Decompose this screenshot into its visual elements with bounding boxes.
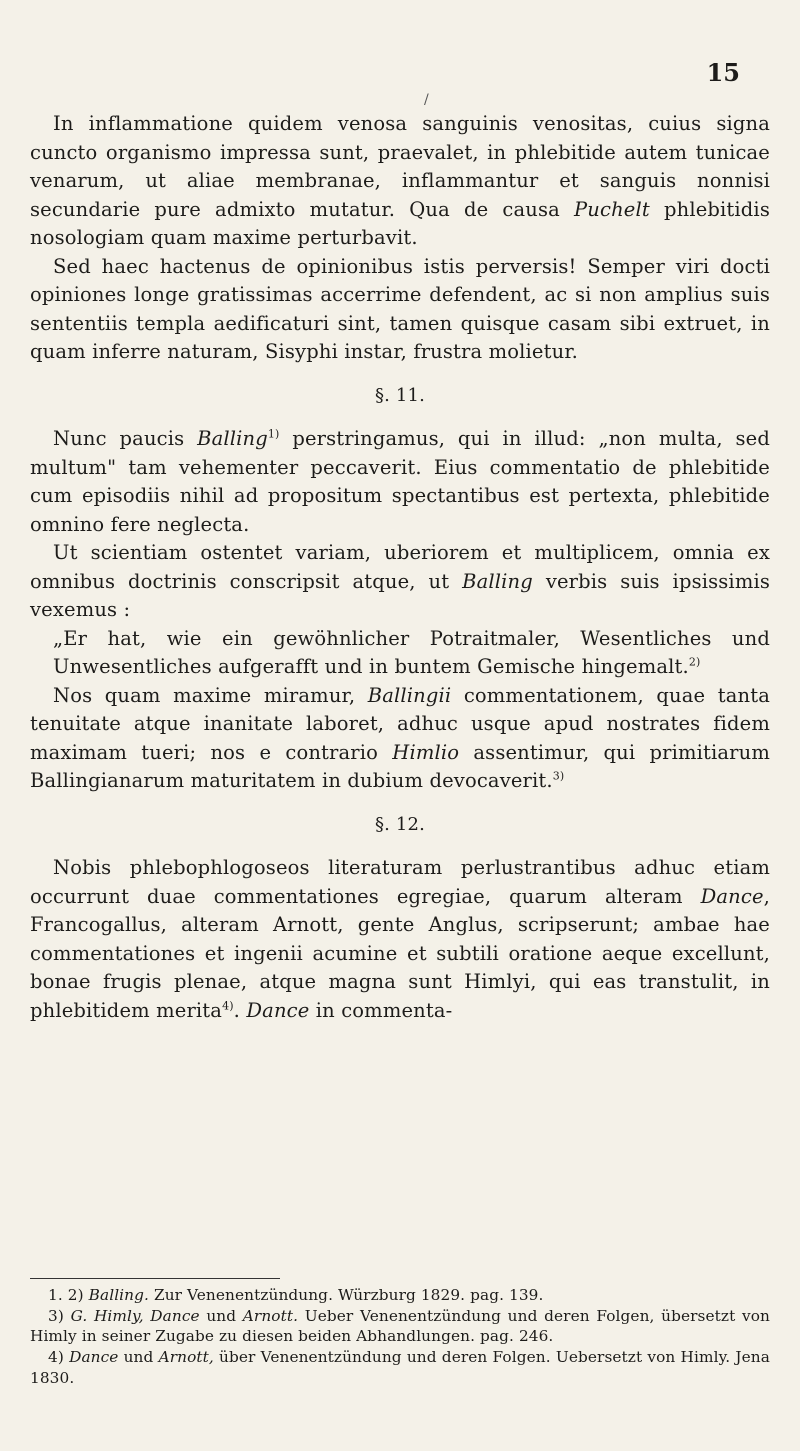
footnote-3 (30, 1306, 770, 1347)
footnote-mark: 4) (48, 1348, 64, 1367)
main-text (30, 110, 770, 1025)
paragraph-2: Sed haec hactenus de opinionibus istis perversis! Semper viri docti opiniones longe gratissimas accerrime defendent, ac si non amplius suis sententiis templa aedificaturi sint, tamen quisque casam sibi extruet, in quam inferre naturam, Sisyphi instar, frustra molietur. (30, 254, 770, 363)
author-name: Balling (197, 427, 268, 450)
footnote-mark: 3) (48, 1306, 64, 1325)
author-name: Dance (700, 884, 764, 908)
paragraph-6-text-b: , Francogallus, alteram Arnott, gente Anglus, scripserunt; ambae hae commentationes et ingenii acumine et subtili oratione aeque excellunt, bonae frugis plenae, atque magna sunt Himlyi, qui eas transtulit, in phlebitidem merita (30, 884, 770, 1022)
section-heading-12: §. 12. (375, 813, 425, 835)
footnote-author: Arnott. (242, 1306, 299, 1325)
footnote-text: Ueber Venenentzündung und deren Folgen, übersetzt von Himly in seiner Zugabe zu diesen beiden Abhandlungen. pag. 246. (30, 1306, 770, 1346)
paragraph-5-text-a: Nos quam maxime miramur, (53, 683, 356, 707)
footnote-author: Arnott, (158, 1348, 214, 1367)
footnote-divider (30, 1278, 280, 1279)
quote-text: „Er hat, wie ein gewöhnlicher Potraitmaler, Wesentliches und Unwesentliches aufgerafft und in buntem Gemische hingemalt. (53, 626, 770, 678)
footnote-author: Balling. (88, 1286, 149, 1304)
footnotes (30, 1285, 770, 1389)
block-quote (53, 625, 770, 682)
paragraph-4-text-b: verbis suis ipsissimis vexemus : (30, 569, 771, 621)
paragraph-1 (30, 110, 770, 253)
section-heading-11: §. 11. (375, 384, 425, 406)
paragraph-6-text-a: Nobis phlebophlogoseos literaturam perlustrantibus adhuc etiam occurrunt duae commentationes egregiae, quarum alteram (30, 856, 770, 908)
author-name: Dance (246, 998, 310, 1022)
paragraph-6-text-d: in commenta- (315, 998, 453, 1022)
paragraph-3-text-b: perstringamus, qui in illud: „non multa, sed multum" tam vehementer peccaverit. Eius commentatio de phlebitide cum episodiis nihil ad propositum spectantibus est pertexta, phlebitide omnino fere neglecta. (30, 427, 770, 536)
footnote-ref: 4) (222, 999, 234, 1012)
footnote-text: Zur Venenentzündung. Würzburg 1829. pag. 139. (153, 1286, 544, 1304)
footnote-ref: 3) (552, 769, 565, 783)
author-name: Ballingii (367, 683, 452, 707)
author-name: Himlio (392, 740, 460, 764)
footnote-author: Dance (69, 1348, 119, 1367)
footnote-text: über Venenentzündung und deren Folgen. Uebersetzt von Himly. Jena 1830. (30, 1348, 770, 1387)
footnote-conj: und (206, 1306, 237, 1325)
paragraph-3-text-a: Nunc paucis (53, 427, 185, 450)
paragraph-1-rest: phlebitidis nosologiam quam maxime perturbavit. (30, 197, 770, 249)
paragraph-6 (30, 854, 770, 1025)
footnote-ref: 1) (267, 427, 280, 441)
page-mark: / (424, 92, 429, 108)
footnote-author: G. Himly, Dance (70, 1306, 200, 1325)
footnote-4 (30, 1347, 770, 1388)
footnote-1 (30, 1285, 770, 1306)
footnote-conj: und (123, 1348, 154, 1367)
footnote-mark: 1. 2) (48, 1286, 84, 1304)
paragraph-5-text-c: assentimur, qui primitiarum Ballingianarum maturitatem in dubium devocaverit. (30, 740, 770, 792)
paragraph-4-text-a: Ut scientiam ostentet variam, uberiorem et multiplicem, omnia ex omnibus doctrinis conscripsit atque, ut (30, 541, 770, 593)
page-number: 15 (706, 58, 740, 87)
footnote-ref: 2) (688, 655, 701, 669)
paragraph-5-text-b: commentationem, quae tanta tenuitate atque inanitate laboret, adhuc usque apud nostrates fidem maximam tueri; nos e contrario (30, 683, 770, 764)
author-name: Puchelt (574, 197, 650, 221)
paragraph-3 (30, 425, 770, 539)
paragraph-1-text: In inflammatione quidem venosa sanguinis venositas, cuius signa cuncto organismo impressa sunt, praevalet, in phlebitide autem tunicae venarum, ut aliae membranae, inflammantur et sanguis nonnisi secundarie pure admixto mutatur. Qua de causa (30, 112, 770, 221)
author-name: Balling (462, 569, 533, 593)
paragraph-6-text-c: . (233, 998, 241, 1022)
paragraph-5 (30, 682, 770, 796)
paragraph-4 (30, 539, 770, 625)
